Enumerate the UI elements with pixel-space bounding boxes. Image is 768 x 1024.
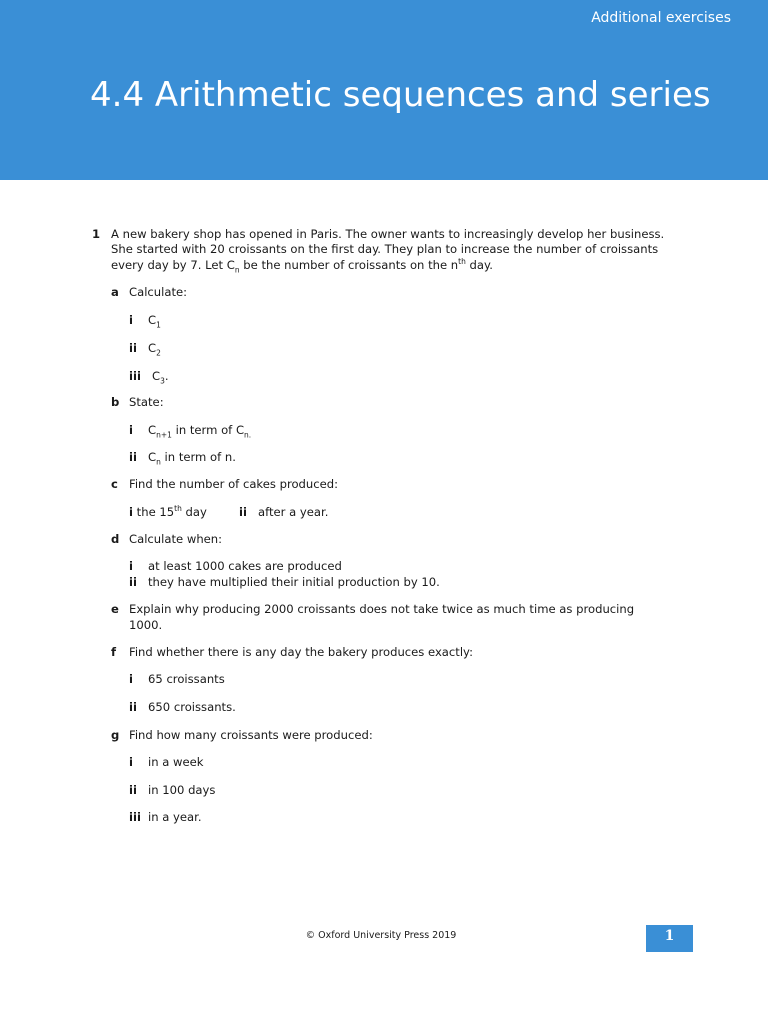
part-c-ii-text: after a year.: [258, 505, 329, 519]
part-f-i-text: 65 croissants: [148, 672, 225, 686]
page-number: 1: [646, 925, 693, 952]
part-d-label: d: [111, 532, 120, 546]
part-f-i-label: i: [129, 672, 133, 686]
part-b-i-label: i: [129, 423, 133, 437]
term-tail: .: [164, 369, 169, 383]
part-g-i-text: in a week: [148, 755, 204, 769]
term-base: C: [148, 341, 157, 355]
part-c-i-label: i: [129, 505, 133, 519]
part-d-ii-label: ii: [129, 575, 137, 589]
part-c-i: [129, 504, 207, 520]
term-tail: in term of n.: [160, 450, 236, 464]
part-c-ii-label: ii: [239, 505, 247, 519]
part-b-i-text: [148, 422, 251, 438]
part-b-label: b: [111, 395, 120, 409]
part-f-ii-label: ii: [129, 700, 137, 714]
term-subscript: 2: [156, 348, 161, 358]
part-a-i-label: i: [129, 313, 133, 327]
part-c-i-text: day: [181, 505, 207, 519]
part-a-ii-text: [148, 340, 161, 356]
section-tag: Additional exercises: [591, 10, 731, 26]
part-d-i-text: at least 1000 cakes are produced: [148, 559, 342, 573]
part-c-i-superscript: th: [174, 504, 182, 514]
term-base: C: [152, 369, 161, 383]
part-g-i-label: i: [129, 755, 133, 769]
term-subscript: 3: [160, 376, 165, 386]
page-title: 4.4 Arithmetic sequences and series: [90, 75, 711, 115]
question-intro-line-2: She started with 20 croissants on the first day. They plan to increase the number of croissants: [111, 242, 659, 256]
intro-text: every day by 7. Let C: [111, 258, 235, 272]
term-mid: in term of C: [171, 423, 245, 437]
part-a-iii-text: [152, 368, 169, 384]
intro-text: be the number of croissants on the n: [239, 258, 459, 272]
part-b-ii-label: ii: [129, 450, 137, 464]
part-g-ii-label: ii: [129, 783, 137, 797]
term-subscript: n: [156, 457, 161, 467]
part-f-label: f: [111, 645, 117, 659]
part-c-text: Find the number of cakes produced:: [129, 477, 339, 491]
part-g-ii-text: in 100 days: [148, 783, 216, 797]
part-f-ii-text: 650 croissants.: [148, 700, 236, 714]
question-intro-line-3: [111, 257, 493, 273]
part-a-iii-label: iii: [129, 369, 141, 383]
part-g-iii-label: iii: [129, 810, 141, 824]
part-a-label: a: [111, 285, 119, 299]
part-g-iii-text: in a year.: [148, 810, 202, 824]
term-subscript: 1: [156, 320, 161, 330]
part-d-text: Calculate when:: [129, 532, 223, 546]
term-base: C: [148, 313, 157, 327]
question-number: 1: [92, 227, 101, 241]
part-e-label: e: [111, 602, 119, 616]
part-b-ii-text: [148, 449, 236, 465]
part-b-text: State:: [129, 395, 164, 409]
part-c-i-text: the 15: [132, 505, 175, 519]
intro-subscript: n: [234, 265, 240, 275]
part-d-i-label: i: [129, 559, 133, 573]
term-subscript: n.: [244, 430, 252, 440]
part-a-text: Calculate:: [129, 285, 188, 299]
part-a-i-text: [148, 312, 161, 328]
part-e-line-2: 1000.: [129, 618, 163, 632]
part-d-ii-text: they have multiplied their initial production by 10.: [148, 575, 440, 589]
part-g-label: g: [111, 728, 120, 742]
question-intro-line-1: A new bakery shop has opened in Paris. The owner wants to increasingly develop her business.: [111, 227, 665, 241]
header-banner: [0, 0, 768, 180]
part-e-line-1: Explain why producing 2000 croissants does not take twice as much time as producing: [129, 602, 635, 616]
term-subscript: n+1: [156, 430, 172, 440]
part-g-text: Find how many croissants were produced:: [129, 728, 373, 742]
copyright-footer: © Oxford University Press 2019: [305, 930, 457, 941]
part-f-text: Find whether there is any day the bakery produces exactly:: [129, 645, 473, 659]
term-base: C: [148, 450, 157, 464]
part-a-ii-label: ii: [129, 341, 137, 355]
term-base: C: [148, 423, 157, 437]
intro-superscript: th: [458, 257, 466, 267]
intro-text: day.: [465, 258, 493, 272]
part-c-label: c: [111, 477, 118, 491]
